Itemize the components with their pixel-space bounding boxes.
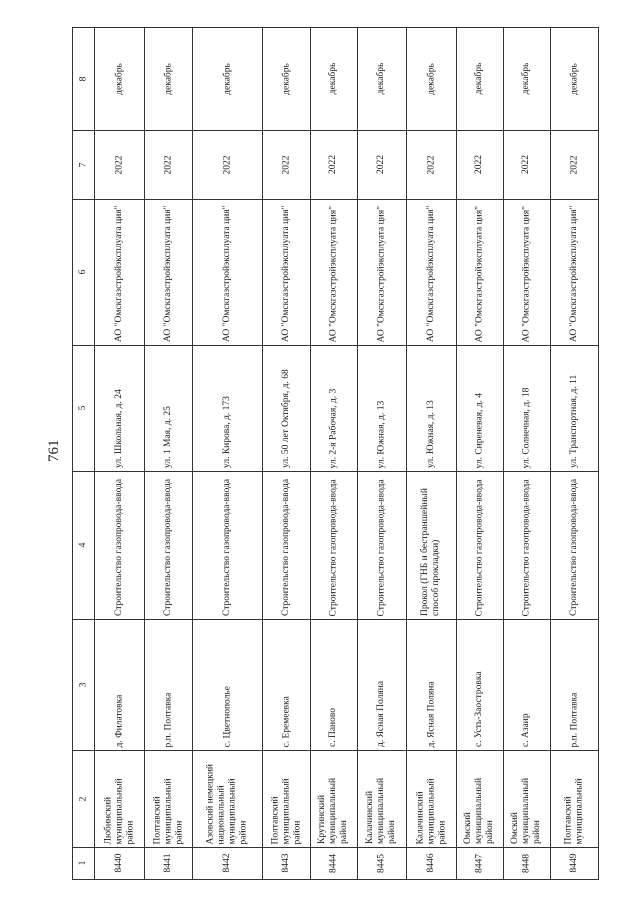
row-8448-settlement xyxy=(503,619,550,750)
row-8441-org-text: АО "Омскгазстройэксплуата ция" xyxy=(162,205,173,342)
row-8445-year-text: 2022 xyxy=(376,155,386,174)
row-8448-address xyxy=(503,345,550,471)
row-8449-district xyxy=(550,750,598,847)
row-8441-num-text: 8441 xyxy=(162,853,173,873)
row-8440-work xyxy=(94,471,144,619)
row-8448-num-text: 8448 xyxy=(521,853,531,873)
row-8442-month xyxy=(192,27,262,130)
row-8443-district-text: Полтавский муниципальный район xyxy=(269,777,302,844)
row-8448-settlement-text: с. Азаир xyxy=(521,713,531,747)
row-8442-settlement-text: с. Цветнополье xyxy=(221,685,232,747)
row-8443-work xyxy=(262,471,310,619)
row-8442-work-text: Строительство газопровода-ввода xyxy=(221,478,232,616)
row-8448-year xyxy=(503,130,550,199)
row-8448-work-text: Строительство газопровода-ввода xyxy=(521,478,531,616)
column-number-1 xyxy=(72,847,94,879)
row-8441-work-text: Строительство газопровода-ввода xyxy=(162,478,173,616)
row-8442-num-text: 8442 xyxy=(221,853,232,873)
row-8444-month-text: декабрь xyxy=(328,62,338,95)
row-8447-settlement xyxy=(456,619,503,750)
row-8443-num-text: 8443 xyxy=(280,853,291,873)
row-8448-address-text: ул. Солнечная, д. 18 xyxy=(521,387,531,468)
row-8449-month-text: декабрь xyxy=(568,62,579,95)
row-8444-year xyxy=(310,130,357,199)
row-8447-district-text: Омский муниципальный район xyxy=(463,777,495,844)
data-table xyxy=(72,27,612,879)
row-8446-district-text: Калачинский муниципальный район xyxy=(414,777,447,844)
row-8441-settlement-text: р.п. Полтавка xyxy=(162,692,173,747)
column-number-7-text: 7 xyxy=(77,162,88,167)
row-8446-work-text: Прокол (ГНБ и бестраншейный способ прокладки) xyxy=(420,488,441,616)
row-8447-org-text: АО "Омскгазстройэксплуата ция" xyxy=(474,205,484,342)
row-8441-month xyxy=(144,27,192,130)
row-8446-address-text: ул. Южная, д. 13 xyxy=(425,400,436,468)
row-8448-num xyxy=(503,847,550,879)
row-8442-org xyxy=(192,199,262,345)
row-8449-num-text: 8449 xyxy=(568,853,579,873)
row-8440-district xyxy=(94,750,144,847)
row-8446-num-text: 8446 xyxy=(425,853,436,873)
row-8447-settlement-text: с. Усть-Заостровка xyxy=(474,671,484,747)
row-8445-year xyxy=(357,130,406,199)
row-8443-settlement xyxy=(262,619,310,750)
row-8446-district xyxy=(406,750,456,847)
row-8444-num xyxy=(310,847,357,879)
row-8440-settlement-text: д. Филатовка xyxy=(113,694,124,747)
row-8447-work-text: Строительство газопровода-ввода xyxy=(474,478,484,616)
row-8444-district xyxy=(310,750,357,847)
row-8442-district xyxy=(192,750,262,847)
page-number: 761 xyxy=(46,439,62,462)
column-number-4-text: 4 xyxy=(77,542,88,548)
column-number-5 xyxy=(72,345,94,471)
column-number-5-text: 5 xyxy=(77,405,88,411)
row-8444-org xyxy=(310,199,357,345)
row-8447-month-text: декабрь xyxy=(474,62,484,95)
row-8445-district-text: Калачинский муниципальный район xyxy=(365,777,397,844)
row-8445-month xyxy=(357,27,406,130)
row-8440-org xyxy=(94,199,144,345)
row-8445-address xyxy=(357,345,406,471)
row-8440-org-text: АО "Омскгазстройэксплуата ция" xyxy=(113,205,124,342)
row-8446-month xyxy=(406,27,456,130)
row-8449-org xyxy=(550,199,598,345)
row-8445-settlement xyxy=(357,619,406,750)
row-8447-year-text: 2022 xyxy=(474,155,484,174)
row-8445-work xyxy=(357,471,406,619)
row-8444-org-text: АО "Омскгазстройэксплуата ция" xyxy=(328,205,338,342)
row-8441-num xyxy=(144,847,192,879)
row-8446-month-text: декабрь xyxy=(425,62,436,95)
row-8448-work xyxy=(503,471,550,619)
row-8446-address xyxy=(406,345,456,471)
row-8449-settlement-text: р.п. Полтавка xyxy=(568,692,579,747)
row-8440-address-text: ул. Школьная, д. 24 xyxy=(113,389,124,468)
row-8449-org-text: АО "Омскгазстройэксплуата ция" xyxy=(568,205,579,342)
row-8448-month-text: декабрь xyxy=(521,62,531,95)
row-8449-address xyxy=(550,345,598,471)
row-8445-num xyxy=(357,847,406,879)
column-number-6 xyxy=(72,199,94,345)
row-8448-year-text: 2022 xyxy=(521,155,531,174)
row-8449-work-text: Строительство газопровода-ввода xyxy=(568,478,579,616)
column-number-8 xyxy=(72,27,94,130)
row-8443-address-text: ул. 50 лет Октября, д. 68 xyxy=(280,369,291,468)
column-number-2 xyxy=(72,750,94,847)
row-8440-settlement xyxy=(94,619,144,750)
row-8447-org xyxy=(456,199,503,345)
column-number-3-text: 3 xyxy=(77,682,88,687)
row-8440-address xyxy=(94,345,144,471)
row-8447-address-text: ул. Сиреневая, д. 4 xyxy=(474,392,484,468)
row-8449-address-text: ул. Транспортная, д. 11 xyxy=(568,374,579,468)
row-8449-year xyxy=(550,130,598,199)
row-8447-address xyxy=(456,345,503,471)
column-number-6-text: 6 xyxy=(77,269,88,275)
row-8448-org-text: АО "Омскгазстройэксплуата ция" xyxy=(521,205,531,342)
column-number-2-text: 2 xyxy=(77,796,88,801)
row-8442-work xyxy=(192,471,262,619)
row-8442-address xyxy=(192,345,262,471)
row-8448-org xyxy=(503,199,550,345)
row-8442-year-text: 2022 xyxy=(221,155,232,174)
row-8443-work-text: Строительство газопровода-ввода xyxy=(280,478,291,616)
row-8447-num xyxy=(456,847,503,879)
row-8441-year-text: 2022 xyxy=(162,155,173,174)
row-8448-month xyxy=(503,27,550,130)
row-8440-year-text: 2022 xyxy=(113,155,124,174)
row-8444-month xyxy=(310,27,357,130)
row-8443-org-text: АО "Омскгазстройэксплуата ция" xyxy=(280,205,291,342)
row-8441-address-text: ул. 1 Мая, д. 25 xyxy=(162,406,173,468)
row-8445-address-text: ул. Южная, д. 13 xyxy=(376,400,386,468)
row-8443-district xyxy=(262,750,310,847)
row-8441-org xyxy=(144,199,192,345)
row-8443-year-text: 2022 xyxy=(280,155,291,174)
column-number-4 xyxy=(72,471,94,619)
row-8448-district-text: Омский муниципальный район xyxy=(510,777,542,844)
row-8442-year xyxy=(192,130,262,199)
row-8443-num xyxy=(262,847,310,879)
row-8445-work-text: Строительство газопровода-ввода xyxy=(376,478,386,616)
row-8447-district xyxy=(456,750,503,847)
row-8444-district-text: Крутинский муниципальный район xyxy=(317,777,349,844)
column-number-1-text: 1 xyxy=(77,860,88,866)
row-8445-month-text: декабрь xyxy=(376,62,386,95)
row-8441-work xyxy=(144,471,192,619)
row-8445-settlement-text: д. Ясная Поляна xyxy=(376,680,386,747)
row-8441-settlement xyxy=(144,619,192,750)
column-number-8-text: 8 xyxy=(77,76,88,81)
row-8440-district-text: Любинский муниципальный район xyxy=(102,777,135,844)
row-8444-year-text: 2022 xyxy=(328,155,338,174)
row-8442-num xyxy=(192,847,262,879)
row-8441-address xyxy=(144,345,192,471)
column-number-7 xyxy=(72,130,94,199)
row-8440-num-text: 8440 xyxy=(113,853,124,873)
row-8442-org-text: АО "Омскгазстройэксплуата ция" xyxy=(221,205,232,342)
row-8447-month xyxy=(456,27,503,130)
row-8443-year xyxy=(262,130,310,199)
row-8440-work-text: Строительство газопровода-ввода xyxy=(113,478,124,616)
table-row-border xyxy=(72,879,599,880)
row-8446-settlement-text: д. Ясная Поляна xyxy=(425,680,436,747)
row-8446-org xyxy=(406,199,456,345)
row-8446-org-text: АО "Омскгазстройэксплуата ция" xyxy=(425,205,436,342)
row-8443-month xyxy=(262,27,310,130)
row-8444-settlement-text: с. Паново xyxy=(328,707,338,747)
row-8444-address-text: ул. 2-я Рабочая, д. 3 xyxy=(328,388,338,468)
row-8446-year xyxy=(406,130,456,199)
row-8447-year xyxy=(456,130,503,199)
row-8448-district xyxy=(503,750,550,847)
row-8444-work xyxy=(310,471,357,619)
row-8445-org xyxy=(357,199,406,345)
row-8440-month xyxy=(94,27,144,130)
row-8446-work xyxy=(406,471,456,619)
table-column-border xyxy=(598,27,599,879)
row-8442-month-text: декабрь xyxy=(221,62,232,95)
row-8446-settlement xyxy=(406,619,456,750)
row-8446-num xyxy=(406,847,456,879)
row-8447-num-text: 8447 xyxy=(474,853,484,873)
row-8441-district-text: Полтавский муниципальный район xyxy=(151,777,184,844)
row-8449-year-text: 2022 xyxy=(568,155,579,174)
row-8444-settlement xyxy=(310,619,357,750)
row-8445-district xyxy=(357,750,406,847)
row-8447-work xyxy=(456,471,503,619)
row-8440-num xyxy=(94,847,144,879)
row-8444-num-text: 8444 xyxy=(328,853,338,873)
row-8443-settlement-text: с. Еремеевка xyxy=(280,695,291,747)
row-8443-month-text: декабрь xyxy=(280,62,291,95)
row-8442-address-text: ул. Кирова, д. 173 xyxy=(221,396,232,468)
row-8449-month xyxy=(550,27,598,130)
row-8441-month-text: декабрь xyxy=(162,62,173,95)
row-8440-month-text: декабрь xyxy=(113,62,124,95)
row-8449-num xyxy=(550,847,598,879)
row-8445-org-text: АО "Омскгазстройэксплуата ция" xyxy=(376,205,386,342)
row-8441-year xyxy=(144,130,192,199)
row-8444-address xyxy=(310,345,357,471)
row-8449-district-text: Полтавский муниципальный xyxy=(563,777,584,844)
row-8446-year-text: 2022 xyxy=(425,155,436,174)
row-8443-org xyxy=(262,199,310,345)
row-8449-settlement xyxy=(550,619,598,750)
row-8445-num-text: 8445 xyxy=(376,853,386,873)
row-8443-address xyxy=(262,345,310,471)
row-8442-district-text: Азовский немецкий национальный муниципальный район xyxy=(205,763,248,844)
column-number-3 xyxy=(72,619,94,750)
row-8442-settlement xyxy=(192,619,262,750)
row-8444-work-text: Строительство газопровода-ввода xyxy=(328,478,338,616)
row-8440-year xyxy=(94,130,144,199)
row-8441-district xyxy=(144,750,192,847)
row-8449-work xyxy=(550,471,598,619)
